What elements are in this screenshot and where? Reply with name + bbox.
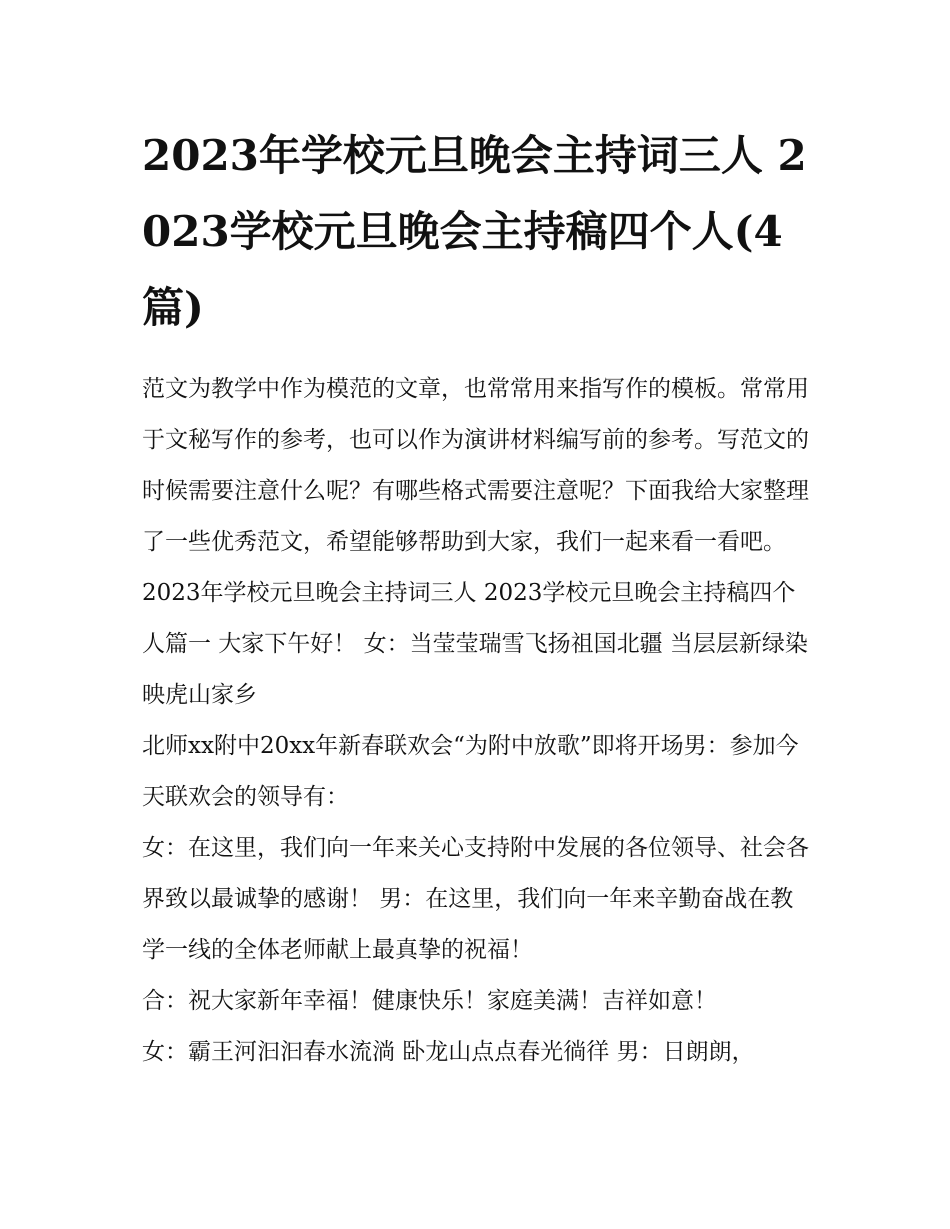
body-paragraph-1: 2023年学校元旦晚会主持词三人 2023学校元旦晚会主持稿四个人篇一 大家下午好！ 女：当莹莹瑞雪飞扬祖国北疆 当层层新绿染映虎山家乡 <box>142 580 808 708</box>
body-paragraph-3: 女：在这里，我们向一年来关心支持附中发展的各位领导、社会各界致以最诚挚的感谢！ 男：在这里，我们向一年来辛勤奋战在教学一线的全体老师献上最真挚的祝福！ <box>142 835 809 963</box>
body-paragraph-2: 北师xx附中20xx年新春联欢会“为附中放歌”即将开场男：参加今天联欢会的领导有： <box>142 733 799 810</box>
body-paragraph-5: 女：霸王河汩汩春水流淌 卧龙山点点春光徜徉 男：日朗朗， <box>142 1039 755 1065</box>
body-paragraph-4: 合：祝大家新年幸福！健康快乐！家庭美满！吉祥如意！ <box>142 988 717 1014</box>
intro-paragraph: 范文为教学中作为模范的文章，也常常用来指写作的模板。常常用于文秘写作的参考，也可以作为演讲材料编写前的参考。写范文的时候需要注意什么呢？有哪些格式需要注意呢？下面我给大家整理了一些优秀范文，希望能够帮助到大家，我们一起来看一看吧。 <box>142 376 809 555</box>
document-page <box>142 118 814 1078</box>
document-title: 2023年学校元旦晚会主持词三人 2023学校元旦晚会主持稿四个人(4篇) <box>142 131 807 332</box>
